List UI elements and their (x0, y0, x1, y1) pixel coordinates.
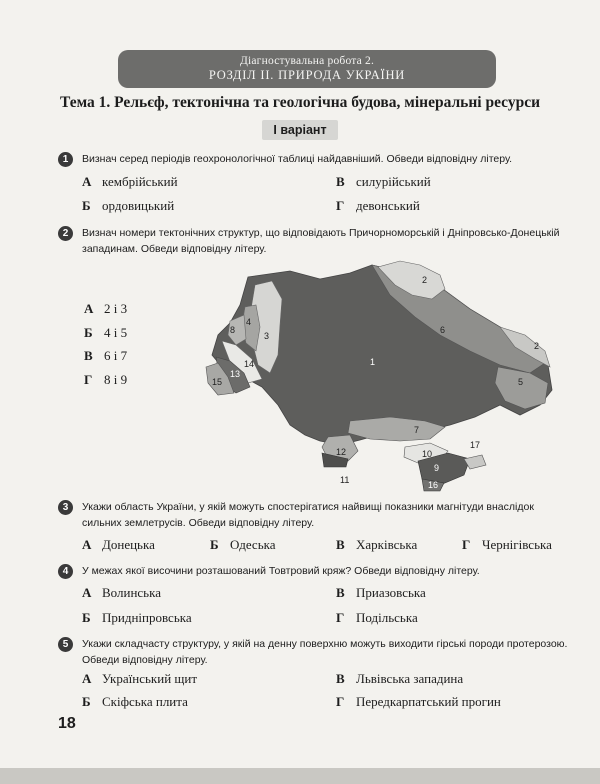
question-3-number: 3 (58, 500, 73, 515)
question-1-text: Визнач серед періодів геохронологічної таблиці найдавніший. Обведи відповідну літеру. (82, 153, 513, 165)
bottom-band (0, 768, 600, 784)
question-5-number: 5 (58, 637, 73, 652)
q2-option-b[interactable] (84, 325, 127, 341)
q5-option-a-text: Український щит (102, 671, 198, 686)
q5-option-v[interactable] (336, 671, 463, 687)
q4-option-v[interactable] (336, 585, 426, 601)
question-4-number: 4 (58, 564, 73, 579)
map-label-8: 8 (230, 325, 236, 335)
q5-option-v-text: Львівська западина (356, 671, 464, 686)
q5-option-g[interactable] (336, 694, 501, 710)
map-label-4: 4 (246, 317, 252, 327)
map-label-2-east: 2 (534, 341, 540, 351)
map-label-10: 10 (422, 449, 433, 459)
tectonic-map (200, 255, 560, 495)
question-1-number: 1 (58, 152, 73, 167)
map-label-6: 6 (440, 325, 446, 335)
map-label-7: 7 (414, 425, 420, 435)
q2-option-a[interactable] (84, 301, 127, 317)
q2-option-b-letter: Б (84, 325, 93, 340)
q5-option-g-text: Передкарпатський прогин (356, 694, 501, 709)
q1-option-a-text: кембрійський (102, 174, 178, 189)
q5-option-a[interactable] (82, 671, 197, 687)
q3-option-v-text: Харківська (356, 537, 418, 552)
q5-option-b-text: Скіфська плита (102, 694, 188, 709)
q4-option-g[interactable] (336, 610, 418, 626)
q2-option-a-letter: А (84, 301, 94, 316)
q4-option-g-letter: Г (336, 610, 345, 625)
map-label-12: 12 (336, 447, 347, 457)
q1-option-v[interactable] (336, 174, 431, 190)
q1-option-b-text: ордовицький (102, 198, 175, 213)
q3-option-g[interactable] (462, 537, 552, 553)
page-number: 18 (58, 715, 76, 732)
q1-option-a-letter: А (82, 174, 92, 189)
question-2-number: 2 (58, 226, 73, 241)
q5-option-b-letter: Б (82, 694, 91, 709)
question-5-text: Укажи складчасту структуру, у якій на денну поверхню можуть виходити гірські породи протерозою. Обведи відповідну літеру. (82, 638, 568, 666)
q3-option-v-letter: В (336, 537, 345, 552)
map-label-11: 11 (340, 475, 350, 485)
banner-line-1: Діагностувальна робота 2. (239, 55, 375, 67)
q3-option-v[interactable] (336, 537, 417, 553)
q4-option-b-letter: Б (82, 610, 91, 625)
q2-option-v-text: 6 і 7 (104, 348, 128, 363)
q1-option-g-letter: Г (336, 198, 345, 213)
q5-option-a-letter: А (82, 671, 92, 686)
q3-option-a-letter: А (82, 537, 92, 552)
q1-option-b[interactable] (82, 198, 174, 214)
map-label-5: 5 (518, 377, 524, 387)
q2-option-g-text: 8 і 9 (104, 372, 128, 387)
map-label-9: 9 (434, 463, 440, 473)
q2-option-g-letter: Г (84, 372, 93, 387)
q4-option-v-text: Приазовська (356, 585, 426, 600)
q3-option-g-text: Чернігівська (482, 537, 552, 552)
q5-option-g-letter: Г (336, 694, 345, 709)
q2-option-v[interactable] (84, 348, 127, 364)
q4-option-v-letter: В (336, 585, 345, 600)
q1-option-b-letter: Б (82, 198, 91, 213)
q4-option-a-letter: А (82, 585, 92, 600)
question-3-text: Укажи область України, у якій можуть спостерігатися найвищі показники магнітуди внаслідок сильних землетрусів. Обведи відповідну літеру. (82, 501, 534, 529)
q5-option-v-letter: В (336, 671, 345, 686)
q1-option-v-letter: В (336, 174, 345, 189)
q1-option-g[interactable] (336, 198, 420, 214)
q4-option-b[interactable] (82, 610, 192, 626)
q5-option-b[interactable] (82, 694, 188, 710)
section-banner (118, 50, 496, 88)
q3-option-g-letter: Г (462, 537, 471, 552)
map-label-13: 13 (230, 369, 241, 379)
map-label-15: 15 (212, 377, 223, 387)
question-2-text: Визнач номери тектонічних структур, що відповідають Причорноморській і Дніпровсько-Донецькій западинам. Обведи відповідну літеру. (82, 227, 560, 255)
q4-option-a[interactable] (82, 585, 161, 601)
q2-option-g[interactable] (84, 372, 127, 388)
q4-option-b-text: Придніпровська (102, 610, 192, 625)
q2-option-b-text: 4 і 5 (104, 325, 128, 340)
q1-option-a[interactable] (82, 174, 178, 190)
q3-option-b-text: Одеська (230, 537, 276, 552)
map-label-3: 3 (264, 331, 270, 341)
variant-label: I варіант (262, 120, 338, 140)
topic-title: Тема 1. Рельєф, тектонічна та геологічна будова, мінеральні ресурси (59, 94, 541, 111)
q4-option-g-text: Подільська (356, 610, 418, 625)
map-label-2-north: 2 (422, 275, 428, 285)
map-label-1: 1 (370, 357, 376, 367)
q3-option-b-letter: Б (210, 537, 219, 552)
banner-line-2: РОЗДІЛ II. ПРИРОДА УКРАЇНИ (208, 68, 406, 82)
q2-option-a-text: 2 і 3 (104, 301, 128, 316)
map-label-14: 14 (244, 359, 255, 369)
map-label-16: 16 (428, 480, 439, 490)
q1-option-g-text: девонський (356, 198, 420, 213)
q3-option-a-text: Донецька (102, 537, 155, 552)
q1-option-v-text: силурійський (356, 174, 431, 189)
map-label-17: 17 (470, 440, 481, 450)
question-4-text: У межах якої височини розташований Товтровий кряж? Обведи відповідну літеру. (82, 565, 480, 577)
q3-option-b[interactable] (210, 537, 276, 553)
q4-option-a-text: Волинська (102, 585, 161, 600)
q2-option-v-letter: В (84, 348, 93, 363)
q3-option-a[interactable] (82, 537, 155, 553)
